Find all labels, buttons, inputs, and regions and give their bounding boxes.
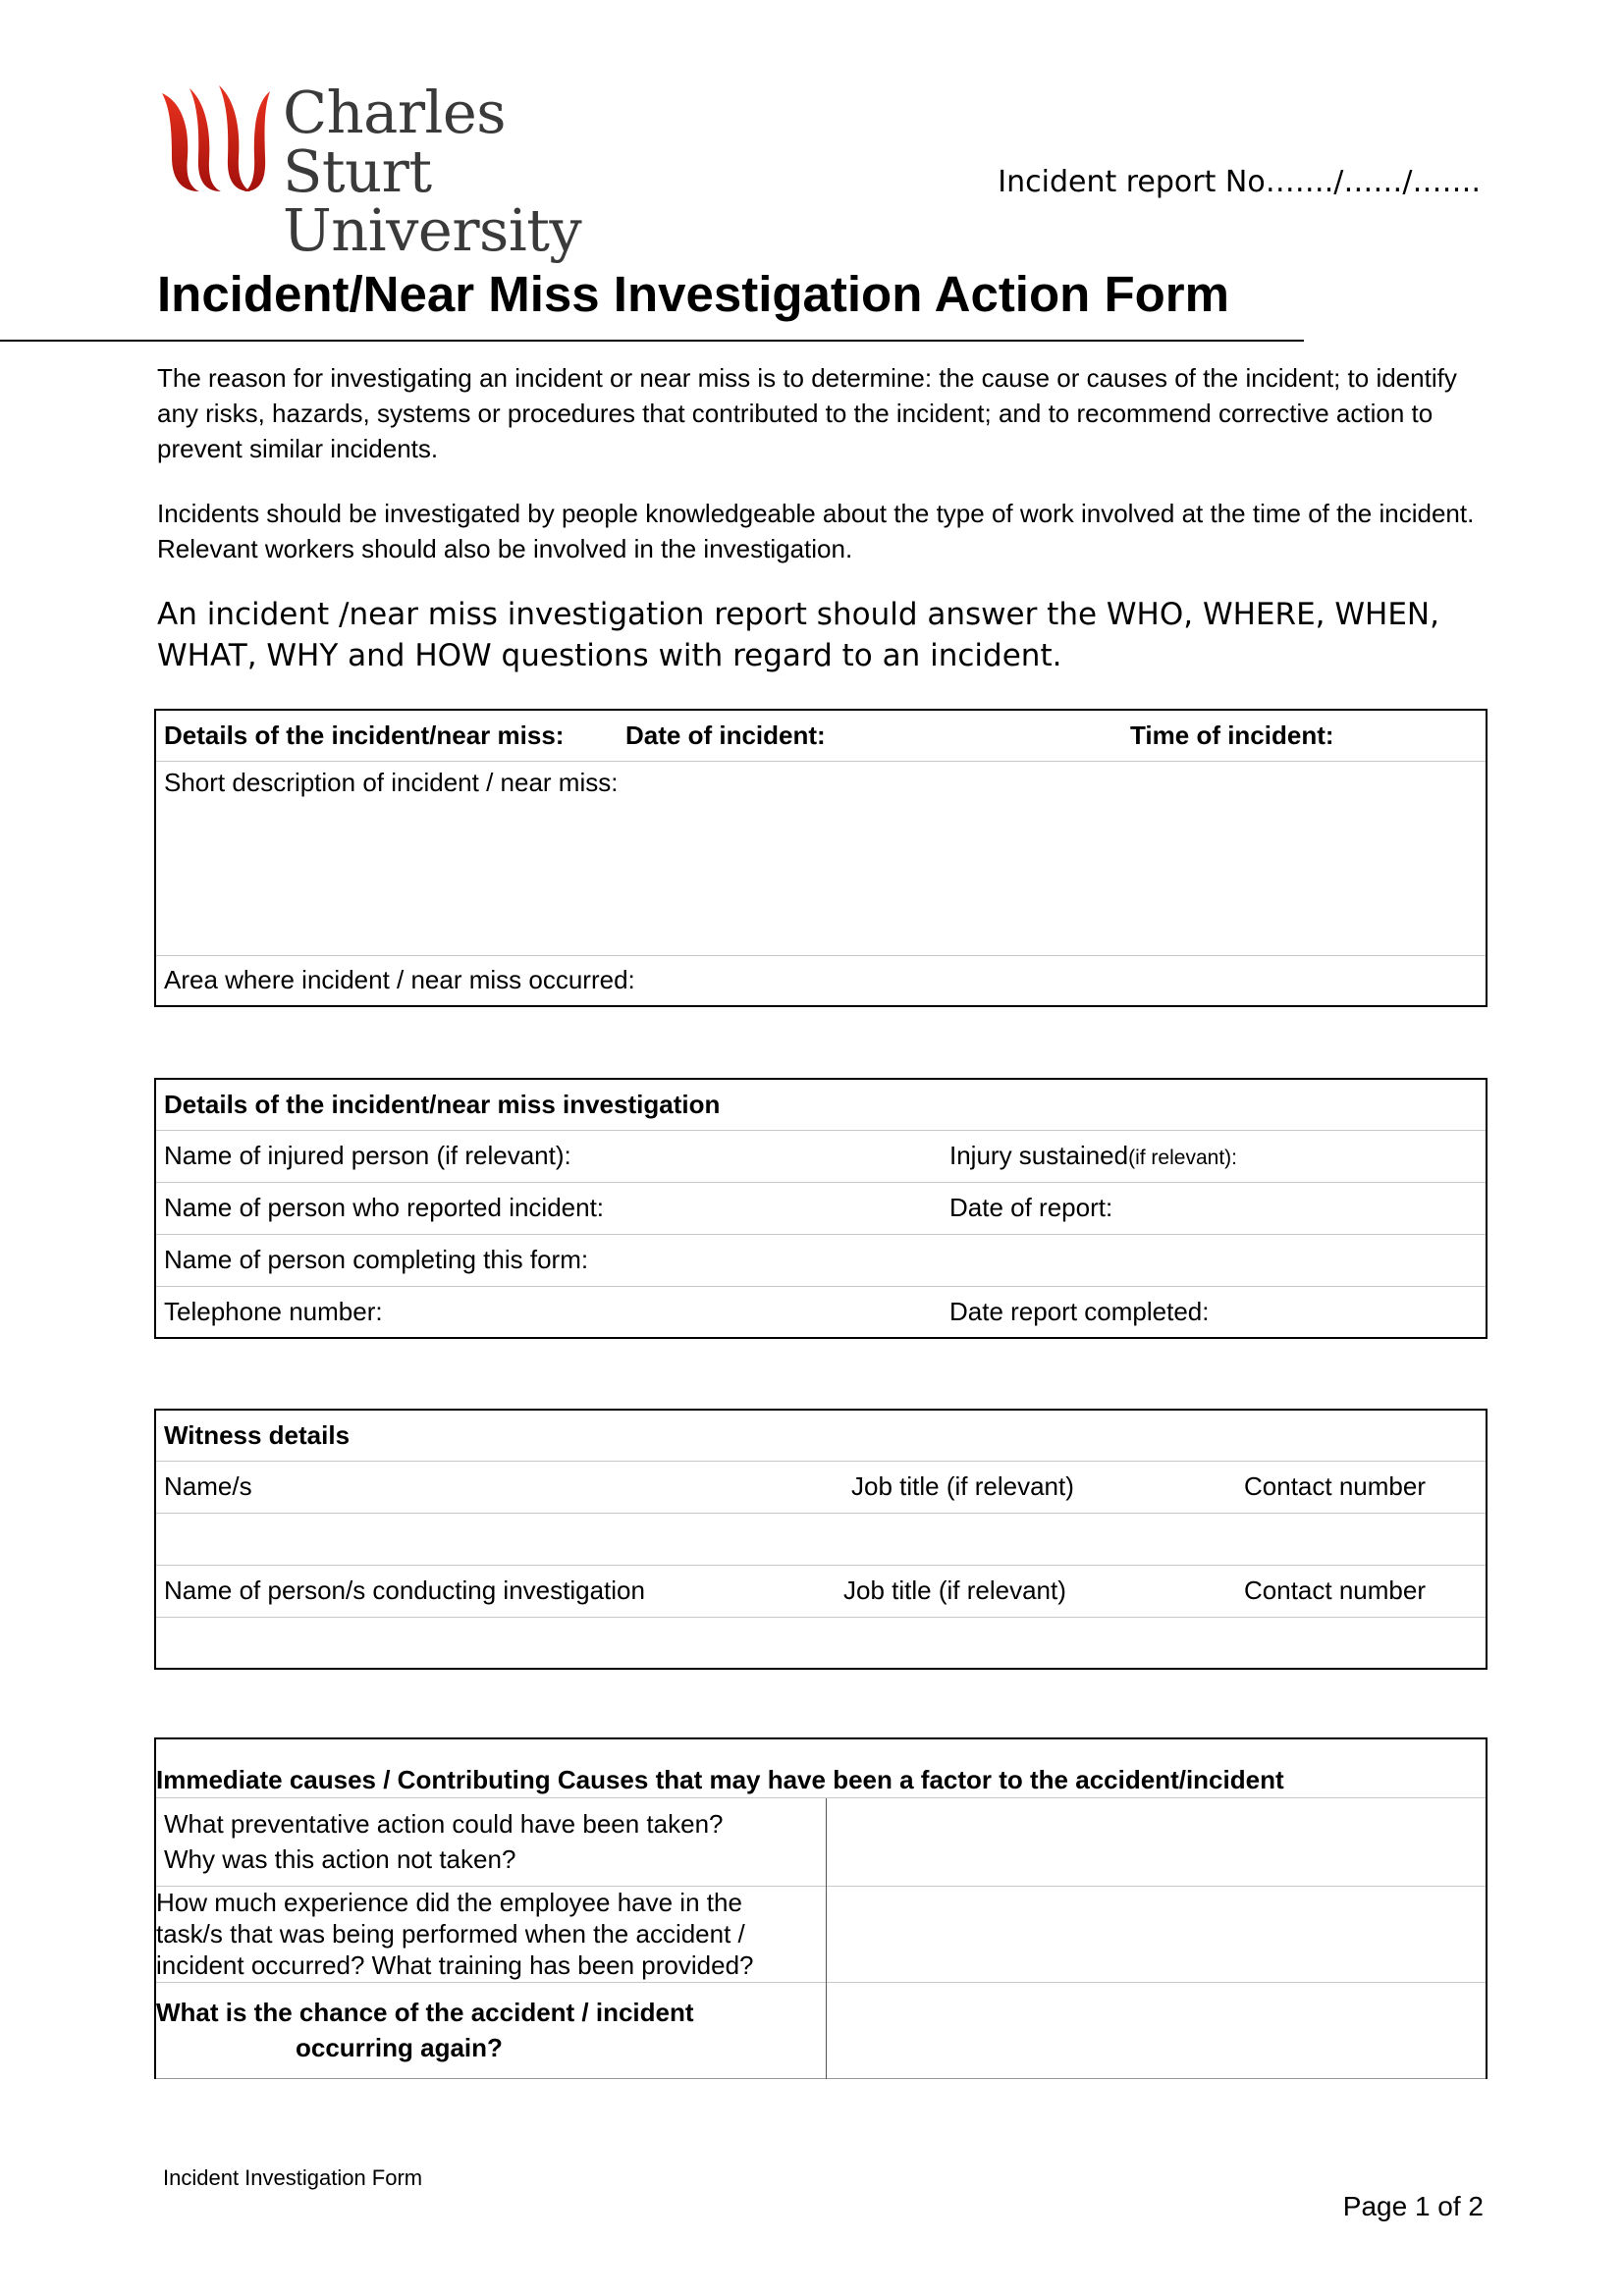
preventative-action-question (155, 1797, 827, 1886)
university-logo (160, 79, 631, 264)
injury-sustained-field[interactable] (942, 1130, 1487, 1182)
witness-entry-field[interactable] (155, 1513, 1487, 1565)
intro-paragraph-3: An incident /near miss investigation report should answer the WHO, WHERE, WHEN, WHAT, WHY and HOW questions with regard to an incident. (157, 597, 1439, 673)
witness-details-table (154, 1409, 1488, 1670)
incident-details-label: Details of the incident/near miss: (164, 720, 565, 750)
causes-table (154, 1737, 1488, 2079)
investigator-contact-header: Contact number (1236, 1565, 1487, 1617)
investigator-entry-field[interactable] (155, 1617, 1487, 1669)
footer-page-number: Page 1 of 2 (1342, 2191, 1484, 2221)
preventative-action-line1: What preventative action could have been taken? (164, 1809, 724, 1839)
preventative-action-line2: Why was this action not taken? (164, 1844, 516, 1874)
investigation-heading: Details of the incident/near miss investigation (164, 1089, 721, 1119)
date-of-report-label: Date of report: (949, 1193, 1113, 1222)
logo-line1: Charles Sturt (283, 79, 507, 205)
witness-contact-header: Contact number (1236, 1461, 1487, 1513)
page-title: Incident/Near Miss Investigation Action Form (157, 266, 1229, 322)
injury-sustained-label: Injury sustained (949, 1141, 1129, 1170)
title-divider (0, 340, 1304, 342)
witness-job-title-header: Job title (if relevant) (843, 1461, 1236, 1513)
investigation-details-table (154, 1078, 1488, 1339)
witness-heading: Witness details (164, 1419, 351, 1450)
incident-details-row (155, 710, 1487, 761)
date-of-incident-field[interactable]: Date of incident: (625, 720, 826, 750)
intro-paragraph-1: The reason for investigating an incident or near miss is to determine: the cause or causes of the incident; to identify any risks, hazards, systems or procedures that contributed to the incident; and to recommend corrective action to prevent similar incidents. (157, 363, 1457, 463)
completer-name-label: Name of person completing this form: (164, 1245, 589, 1274)
recurrence-line2: occurring again? (296, 2033, 503, 2062)
experience-question: How much experience did the employee have in the task/s that was being performed when the accident / incident occurred? What training has been provided? (155, 1886, 827, 1982)
date-of-report-field[interactable] (942, 1182, 1487, 1234)
incident-area-label: Area where incident / near miss occurred: (164, 965, 635, 995)
preventative-action-answer[interactable] (827, 1797, 1488, 1886)
investigators-header: Name of person/s conducting investigation (155, 1565, 843, 1617)
incident-report-number: Incident report No……./……/……. (998, 165, 1481, 199)
incident-details-table (154, 709, 1488, 1007)
reporter-name-label: Name of person who reported incident: (164, 1193, 605, 1222)
footer-form-name: Incident Investigation Form (163, 2165, 423, 2190)
completer-name-field[interactable] (155, 1234, 1487, 1286)
injured-person-label: Name of injured person (if relevant): (164, 1141, 571, 1170)
causes-heading: Immediate causes / Contributing Causes that may have been a factor to the accident/incident (156, 1764, 1284, 1794)
intro-paragraph-2: Incidents should be investigated by people knowledgeable about the type of work involved at the time of the incident. Relevant workers should also be involved in the investigation. (157, 499, 1475, 563)
incident-area-field[interactable] (155, 955, 1487, 1006)
recurrence-question (155, 1982, 827, 2078)
telephone-label: Telephone number: (164, 1296, 383, 1326)
experience-answer[interactable] (827, 1886, 1488, 1982)
incident-description-label: Short description of incident / near miss: (164, 767, 619, 797)
logo-wordmark (283, 79, 631, 264)
time-of-incident-field[interactable]: Time of incident: (1130, 720, 1334, 750)
recurrence-answer[interactable] (827, 1982, 1488, 2078)
injured-person-field[interactable] (155, 1130, 942, 1182)
injury-sustained-note: (if relevant): (1128, 1147, 1237, 1169)
date-completed-label: Date report completed: (949, 1296, 1210, 1326)
logo-emblem-icon (160, 83, 273, 196)
witness-names-header: Name/s (155, 1461, 843, 1513)
telephone-field[interactable] (155, 1286, 942, 1338)
reporter-name-field[interactable] (155, 1182, 942, 1234)
recurrence-line1: What is the chance of the accident / incident (156, 1998, 694, 2027)
incident-description-field[interactable] (155, 761, 1487, 955)
date-completed-field[interactable] (942, 1286, 1487, 1338)
investigator-job-title-header: Job title (if relevant) (843, 1565, 1236, 1617)
logo-line2: University (283, 196, 582, 264)
